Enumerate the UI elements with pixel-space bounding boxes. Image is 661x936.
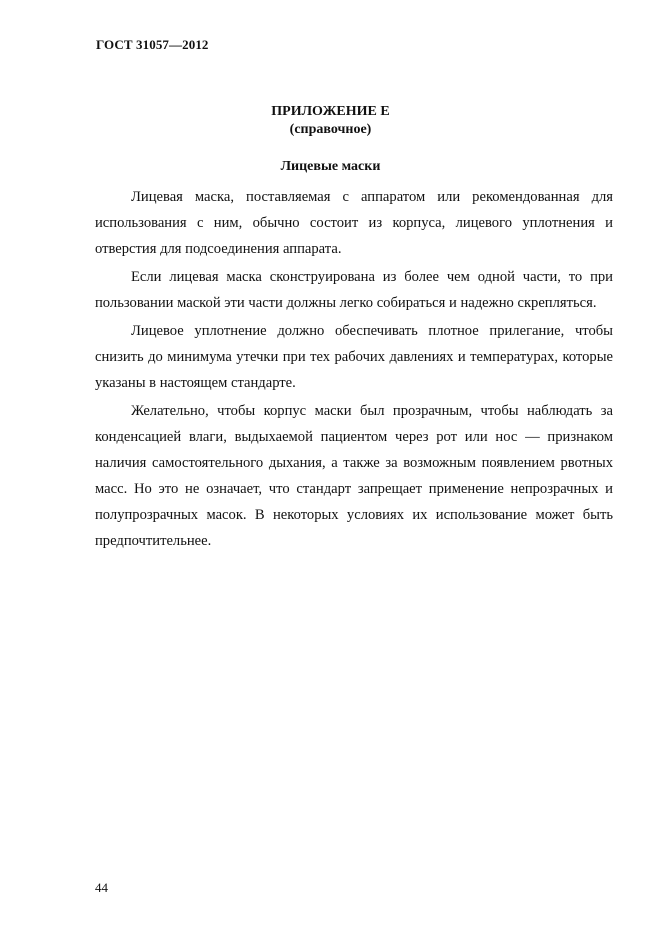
standard-code-header: ГОСТ 31057—2012	[96, 37, 209, 52]
page-number: 44	[95, 880, 108, 895]
body-text	[95, 184, 613, 556]
paragraph: Лицевая маска, поставляемая с аппаратом или рекомендованная для использования с ним, обычно состоит из корпуса, лицевого уплотнения и отверстия для подсоединения аппарата.	[95, 189, 613, 257]
section-title: Лицевые маски	[280, 159, 381, 174]
paragraph: Желательно, чтобы корпус маски был прозрачным, чтобы наблюдать за конденсацией влаги, выдыхаемой пациентом через рот или нос — признаком наличия самостоятельного дыхания, а также за возможным появлением рвотных масс. Но это не означает, что стандарт запрещает применение непрозрачных и полупрозрачных масок. В некоторых условиях их использование может быть предпочтительнее.	[95, 403, 613, 549]
appendix-heading	[0, 103, 661, 139]
paragraph: Лицевое уплотнение должно обеспечивать плотное прилегание, чтобы снизить до минимума утечки при тех рабочих давлениях и температурах, которые указаны в настоящем стандарте.	[95, 323, 613, 391]
appendix-title: ПРИЛОЖЕНИЕ Е	[271, 104, 390, 119]
appendix-subtitle: (справочное)	[289, 122, 372, 137]
paragraph: Если лицевая маска сконструирована из более чем одной части, то при пользовании маской эти части должны легко собираться и надежно скрепляться.	[95, 269, 613, 311]
